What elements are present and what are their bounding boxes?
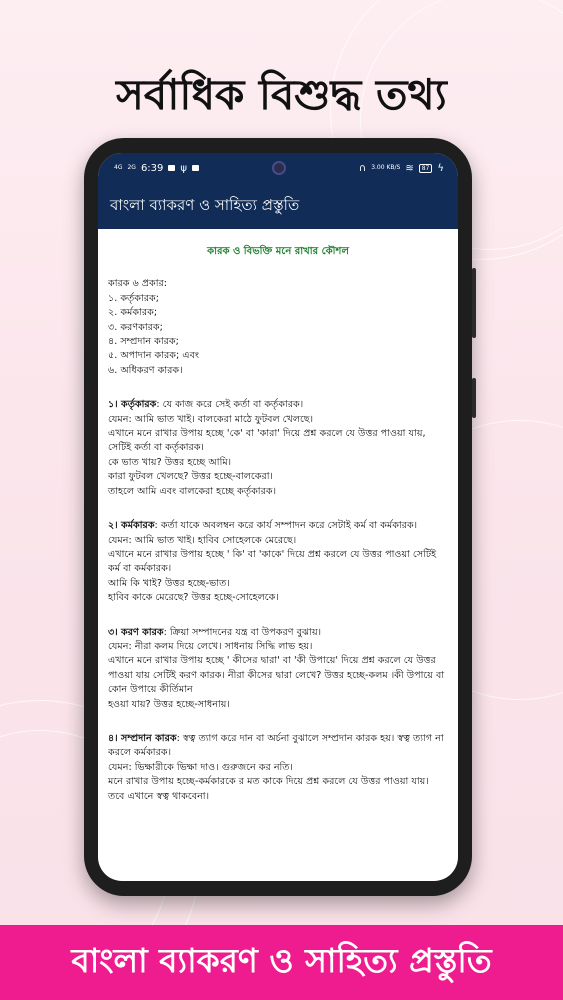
intro-line: ৪. সম্প্রদান কারক; (108, 336, 179, 348)
section-heading: ৩। করণ কারক (108, 626, 164, 638)
network-2g-label: 2G (127, 164, 136, 171)
section-lead: ৩। করণ কারক: ক্রিয়া সম্পাদনের যন্ত্র বা উপকরণ বুঝায়। (108, 626, 322, 638)
section-line: যেমন: নীরা কলম দিয়ে লেখে। সাধনায় সিদ্ধি লাভ হয়। (108, 640, 313, 652)
intro-line: ৬. অধিকরণ কারক। (108, 364, 183, 376)
status-bar (98, 153, 458, 183)
section-line: এখানে মনে রাখার উপায় হচ্ছে 'কে' বা 'কারা' দিয়ে প্রশ্ন করলে যে উত্তর পাওয়া যায়, সেটিই কর্তা বা কর্তৃকারক। (108, 428, 426, 454)
intro-line: ৩. করণকারক; (108, 321, 163, 333)
section-line: হওয়া যায়? উত্তর হচ্ছে-সাধনায়। (108, 698, 230, 710)
youtube-icon (168, 165, 175, 171)
section-line: তাহলে আমি এবং বালকেরা হচ্ছে কর্তৃকারক। (108, 485, 277, 497)
section-heading: ৪। সম্প্রদান কারক (108, 732, 177, 744)
section-heading: ২। কর্মকারক (108, 520, 155, 532)
headset-icon: ∩ (358, 162, 367, 174)
wifi-icon: ≋ (405, 162, 414, 174)
intro-line: কারক ৬ প্রকার: (108, 278, 167, 290)
power-button (472, 378, 476, 418)
app-bar (98, 183, 458, 229)
network-4g-label: 4G (114, 164, 123, 171)
section-line: আমি কি খাই? উত্তর হচ্ছে-ভাত। (108, 577, 230, 589)
article-content[interactable] (98, 229, 458, 804)
phone-screen (98, 153, 458, 881)
usb-icon: ψ (180, 162, 188, 174)
battery-indicator: 87 (419, 164, 433, 173)
phone-frame (84, 138, 472, 896)
section-line: যেমন: ভিক্ষারীকে ভিক্ষা দাও। গুরুজনে কর নতি। (108, 761, 293, 773)
section-line: কারা ফুটবল খেলছে? উত্তর হচ্ছে-বালকেরা। (108, 471, 273, 483)
promo-banner: বাংলা ব্যাকরণ ও সাহিত্য প্রস্তুতি (0, 925, 563, 1000)
promo-headline: সর্বাধিক বিশুদ্ধ তথ্য (116, 70, 447, 119)
section-line: তবে এখানে স্বত্ব থাকবেনা। (108, 790, 210, 802)
clock: 6:39 (140, 162, 164, 174)
section-line: মনে রাখার উপায় হচ্ছে-কর্মকারকে র মত কাকে দিয়ে প্রশ্ন করলে যে উত্তর পাওয়া যায়। (108, 776, 429, 788)
article-title: কারক ও বিভক্তি মনে রাখার কৌশল (207, 246, 349, 257)
section-line: এখানে মনে রাখার উপায় হচ্ছে ' কীসের দ্বারা' বা 'কী উপায়ে' দিয়ে প্রশ্ন করলে যে উত্তর পাওয়া যায় সেটিই করণ কারক। নীরা কীসের দ্বারা লেখে? উত্তর হচ্ছে-কলম ।কী উপায়ে বা কোন উপায়ে কীর্তিমান (108, 655, 445, 696)
intro-line: ১. কর্তৃকারক; (108, 292, 159, 304)
section-line: কে ভাত খায়? উত্তর হচ্ছে আমি। (108, 456, 232, 468)
volume-button (472, 268, 476, 338)
section-line: যেমন: আমি ভাত খাই। হাবিব সোহেলকে মেরেছে। (108, 534, 297, 546)
app-title: বাংলা ব্যাকরণ ও সাহিত্য প্রস্তুতি (110, 195, 300, 214)
notification-icon (192, 165, 199, 171)
intro-line: ২. কর্মকারক; (108, 307, 158, 319)
charging-icon: ϟ (437, 162, 444, 174)
network-speed: 3.00 KB/S (371, 164, 401, 171)
intro-line: ৫. অপাদান কারক; এবং (108, 350, 200, 362)
section-lead: ৪। সম্প্রদান কারক: স্বত্ব ত্যাগ করে দান বা অর্চনা বুঝালে সম্প্রদান কারক হয়। স্বত্ব ত্যাগ না করলে কর্মকারক। (108, 732, 444, 759)
section-heading: ১। কর্তৃকারক (108, 399, 157, 411)
section-lead: ১। কর্তৃকারক: যে কাজ করে সেই কর্তা বা কর্তৃকারক। (108, 399, 304, 411)
section-line: এখানে মনে রাখার উপায় হচ্ছে ' কি' বা 'কাকে' দিয়ে প্রশ্ন করলে যে উত্তর পাওয়া সেটিই কর্ম বা কর্মকারক। (108, 548, 437, 575)
section-lead: ২। কর্মকারক: কর্তা যাকে অবলম্বন করে কার্য সম্পাদন করে সেটাই কর্ম বা কর্মকারক। (108, 520, 418, 532)
section-line: যেমন: আমি ভাত খাই। বালকেরা মাঠে ফুটবল খেলছে। (108, 413, 314, 425)
section-line: হাবিব কাকে মেরেছে? উত্তর হচ্ছে-সোহেলকে। (108, 592, 279, 604)
front-camera (272, 161, 286, 175)
